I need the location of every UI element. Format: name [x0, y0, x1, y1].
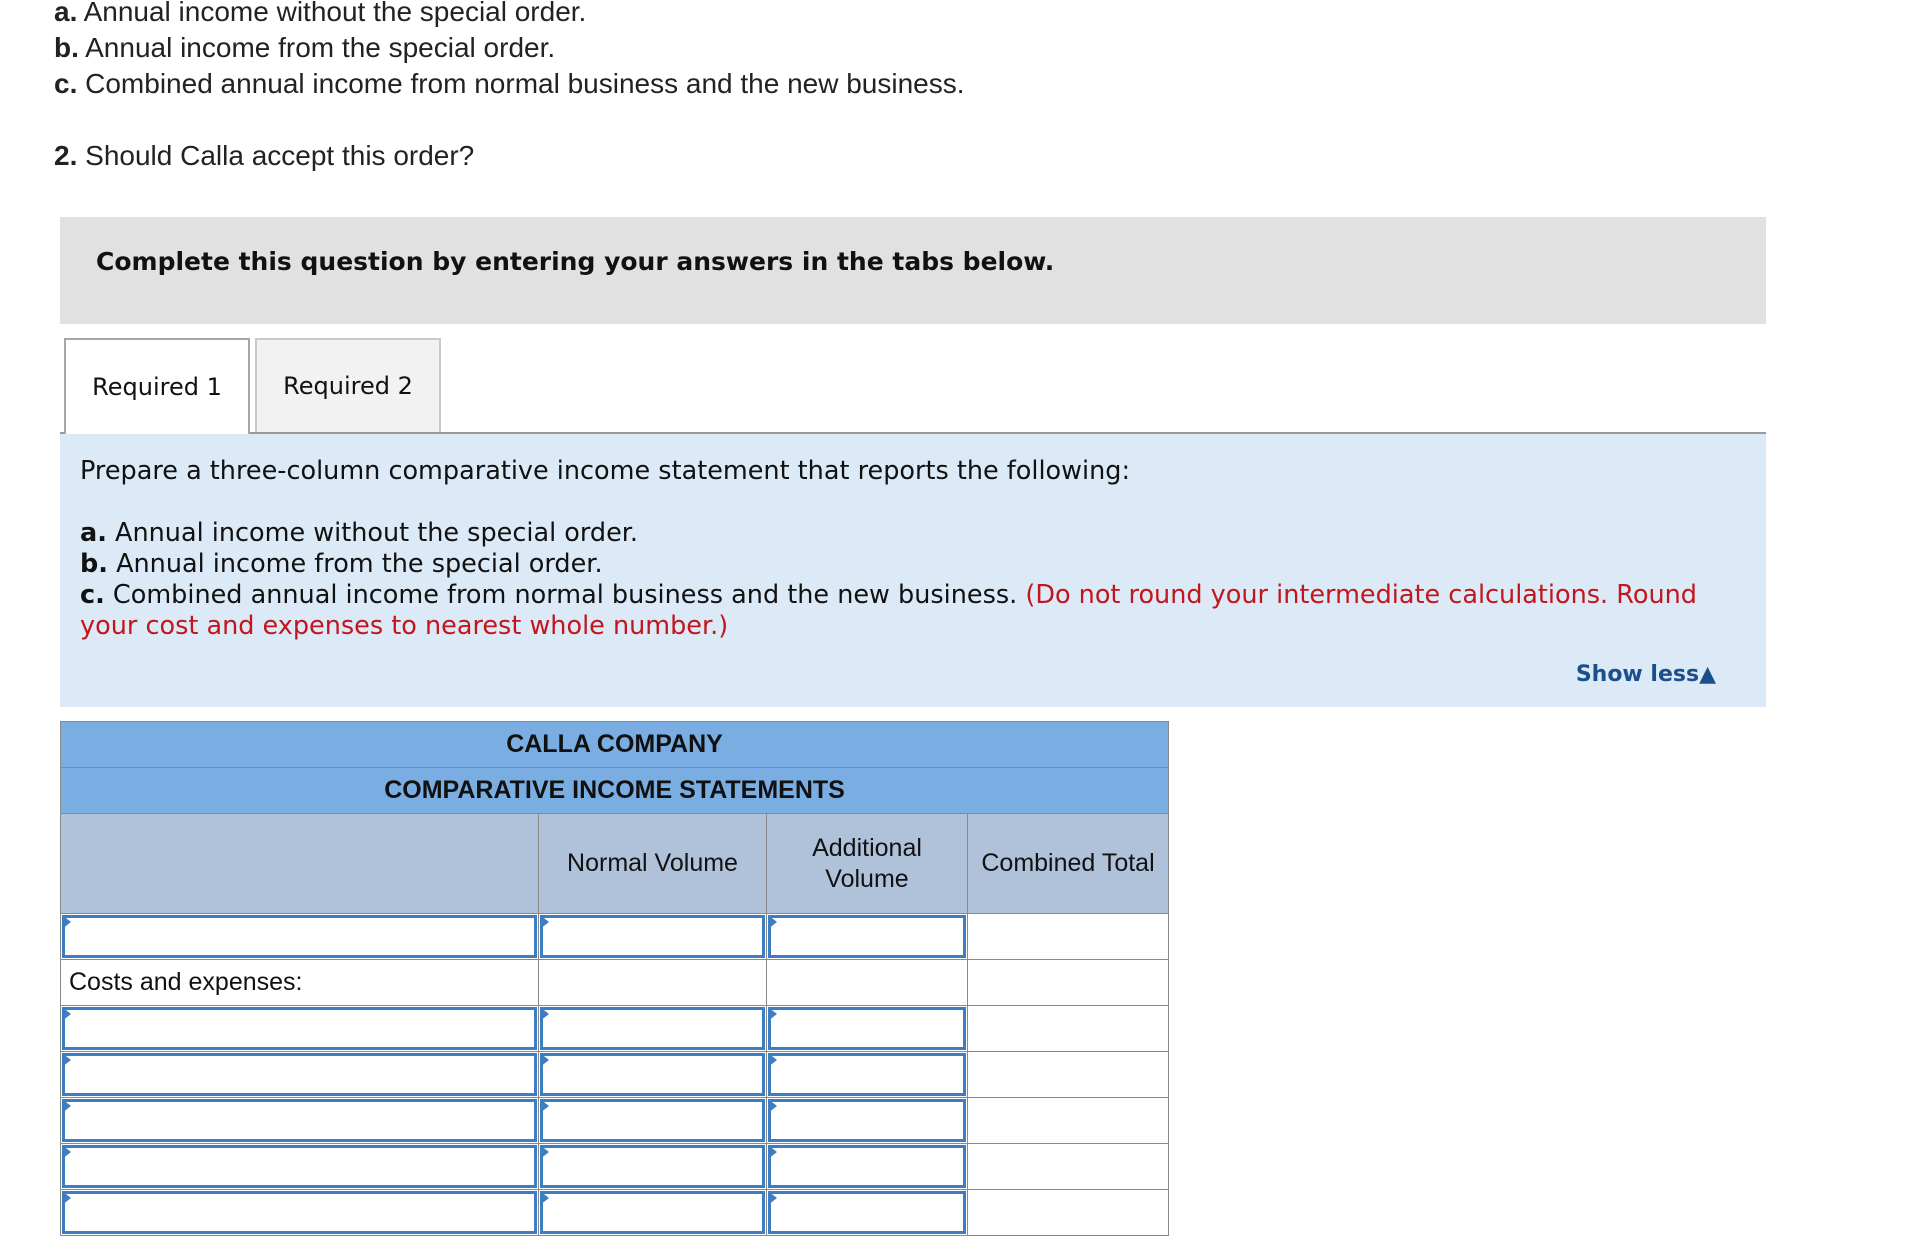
part-c-text: Combined annual income from normal business and the new business.	[85, 68, 965, 99]
instr-a-text: Annual income without the special order.	[115, 518, 639, 548]
combined-total-cell	[968, 1098, 1169, 1144]
additional-volume-input[interactable]	[768, 1191, 966, 1234]
show-less-link[interactable]	[1576, 662, 1716, 687]
table-row	[61, 1190, 1169, 1236]
question-parts	[54, 0, 965, 102]
instructions-intro: Prepare a three-column comparative income statement that reports the following:	[80, 456, 1131, 486]
column-header-normal-volume: Normal Volume	[539, 814, 767, 914]
part-b-text: Annual income from the special order.	[85, 32, 556, 63]
tab-required-1[interactable]: Required 1	[64, 338, 250, 434]
costs-and-expenses-label: Costs and expenses:	[61, 960, 539, 1006]
instr-c-text: Combined annual income from normal business and the new business.	[112, 580, 1018, 610]
instr-c-marker: c.	[80, 580, 105, 610]
combined-total-cell	[968, 1006, 1169, 1052]
tab-bar	[60, 338, 1766, 434]
additional-volume-input[interactable]	[768, 1145, 966, 1188]
instructions-panel	[60, 434, 1766, 707]
additional-volume-input[interactable]	[768, 1007, 966, 1050]
additional-volume-input[interactable]	[768, 1099, 966, 1142]
normal-volume-input[interactable]	[540, 1007, 765, 1050]
table-row	[61, 914, 1169, 960]
instr-b-text: Annual income from the special order.	[116, 549, 603, 579]
column-header-additional-volume: Additional Volume	[767, 814, 968, 914]
tab-required-2[interactable]: Required 2	[255, 338, 441, 432]
rounding-note: (Do not round your intermediate calculations. Round your cost and expenses to nearest whole number.)	[80, 580, 1697, 641]
description-input[interactable]	[62, 1099, 537, 1142]
statement-title: COMPARATIVE INCOME STATEMENTS	[61, 768, 1169, 814]
part-a-text: Annual income without the special order.	[83, 0, 587, 27]
normal-volume-input[interactable]	[540, 1053, 765, 1096]
combined-total-cell	[968, 1144, 1169, 1190]
description-input[interactable]	[62, 1007, 537, 1050]
part-c-marker: c.	[54, 68, 78, 99]
additional-volume-input[interactable]	[768, 915, 966, 958]
description-input[interactable]	[62, 1191, 537, 1234]
table-row	[61, 1052, 1169, 1098]
question-2	[54, 138, 474, 174]
description-input[interactable]	[62, 915, 537, 958]
question-2-text: Should Calla accept this order?	[85, 140, 475, 171]
table-row	[61, 1144, 1169, 1190]
description-input[interactable]	[62, 1053, 537, 1096]
company-name: CALLA COMPANY	[61, 722, 1169, 768]
column-header-description	[61, 814, 539, 914]
banner-text: Complete this question by entering your answers in the tabs below.	[96, 247, 1055, 276]
show-less-label: Show less	[1575, 662, 1700, 687]
column-header-combined-total: Combined Total	[968, 814, 1169, 914]
question-2-marker: 2.	[54, 140, 78, 171]
table-row	[61, 960, 1169, 1006]
additional-volume-input[interactable]	[768, 1053, 966, 1096]
combined-total-cell	[968, 914, 1169, 960]
triangle-up-icon: ▲	[1699, 662, 1716, 687]
combined-total-cell	[968, 1190, 1169, 1236]
part-a-marker: a.	[54, 0, 78, 27]
normal-volume-input[interactable]	[540, 1191, 765, 1234]
table-row	[61, 1006, 1169, 1052]
comparative-income-statement	[60, 721, 1169, 1236]
part-b-marker: b.	[54, 32, 79, 63]
table-row	[61, 1098, 1169, 1144]
normal-volume-input[interactable]	[540, 1099, 765, 1142]
instr-b-marker: b.	[80, 549, 108, 579]
combined-total-cell	[968, 1052, 1169, 1098]
instructions-items	[80, 518, 1750, 642]
instr-a-marker: a.	[80, 518, 107, 548]
instruction-banner	[60, 217, 1766, 324]
normal-volume-input[interactable]	[540, 915, 765, 958]
normal-volume-input[interactable]	[540, 1145, 765, 1188]
description-input[interactable]	[62, 1145, 537, 1188]
